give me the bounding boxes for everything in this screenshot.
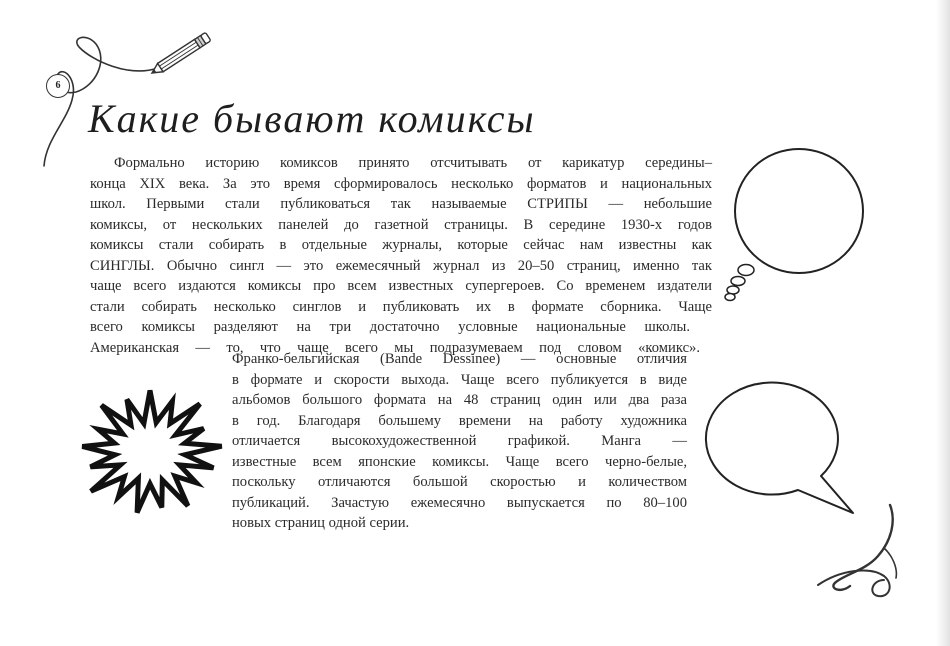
paragraph-line: Формально историю комиксов принято отсчитывать от карикатур середины– [114,155,712,171]
paragraph-line: поскольку отличаются большой скоростью и количеством [232,474,687,490]
paragraph-line: отличается высокохудожественной графикой. Манга — [232,433,687,449]
page-title: Какие бывают комиксы [88,96,536,141]
paragraph-line: в формате и скорости выхода. Чаще всего публикуется в виде [232,371,687,388]
paragraph-line: в год. Благодаря большему времени на работу художника [232,412,687,429]
paragraph-line: Франко-бельгийская (Bande Dessinee) — основные отличия [232,351,687,367]
paragraph-line: известные всем японские комиксы. Чаще всего черно-белые, [232,453,687,470]
intro-paragraph [90,153,712,358]
paragraph-line: конца XIX века. За это время сформировалось несколько форматов и национальных [90,175,712,192]
schools-paragraph [232,349,687,534]
paragraph-line: альбомов большого формата на 48 страниц один или два раза [232,392,687,408]
paragraph-line: новых страниц одной серии. [232,515,410,531]
paragraph-line: публикаций. Зачастую ежемесячно выпускается по 80–100 [232,494,687,511]
speech-bubble-icon [706,383,853,513]
paragraph-line: комиксы, от нескольких панелей до газетной страницы. В середине 1930-х годов [90,216,712,233]
paragraph-line: всего комиксы разделяют на три достаточно условные национальные школы. [90,319,690,335]
burst-bubble-icon [82,390,221,512]
flourish-icon [818,505,896,596]
pencil-icon [149,32,211,77]
page-number: 6 [46,74,70,98]
paragraph-line: Американская — то, что чаще всего мы подразумеваем под словом «комикс». [90,339,700,356]
thought-bubble-icon [725,149,863,301]
paragraph-line: СИНГЛЫ. Обычно сингл — это ежемесячный журнал из 20–50 страниц, именно так [90,257,712,274]
paragraph-line: чаще всего издаются комиксы про всем известных супергероев. Со временем издатели [90,278,712,294]
paragraph-line: комиксы стали собирать в отдельные журналы, которые сейчас нам известны как [90,237,712,253]
paragraph-line: школ. Первыми стали публиковаться так называемые СТРИПЫ — небольшие [90,196,712,212]
paragraph-line: стали собирать несколько синглов и публиковать их в формате сборника. Чаще [90,298,712,315]
